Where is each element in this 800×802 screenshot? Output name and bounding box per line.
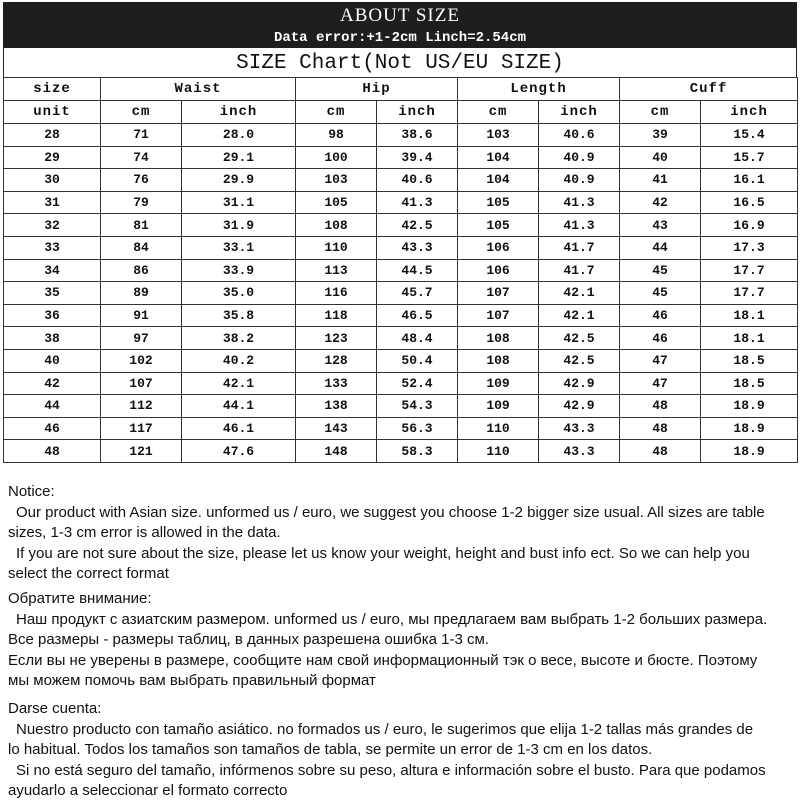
table-cell: 40.2	[182, 349, 296, 372]
data-error-note: Data error:+1-2cm Linch=2.54cm	[3, 27, 797, 48]
table-cell: 103	[458, 124, 539, 147]
table-cell: 108	[458, 349, 539, 372]
table-cell: 54.3	[377, 395, 458, 418]
table-cell: 44	[4, 395, 101, 418]
table-cell: 15.4	[701, 124, 798, 147]
table-cell: 76	[101, 169, 182, 192]
unit-cell: unit	[4, 101, 101, 124]
table-cell: 43.3	[539, 440, 620, 463]
table-cell: 29	[4, 146, 101, 169]
table-cell: 128	[296, 349, 377, 372]
table-cell: 107	[458, 304, 539, 327]
notice-heading: Notice:	[8, 483, 55, 500]
table-cell: 43.3	[377, 236, 458, 259]
notice-line: ayudarlo a seleccionar el formato correcto	[8, 782, 288, 799]
table-cell: 48	[4, 440, 101, 463]
table-cell: 138	[296, 395, 377, 418]
table-cell: 104	[458, 146, 539, 169]
table-cell: 43	[620, 214, 701, 237]
table-cell: 15.7	[701, 146, 798, 169]
header-cuff: Cuff	[620, 78, 798, 101]
table-cell: 18.9	[701, 440, 798, 463]
table-cell: 79	[101, 191, 182, 214]
table-cell: 109	[458, 372, 539, 395]
table-cell: 16.1	[701, 169, 798, 192]
table-row	[4, 372, 798, 395]
table-cell: 46	[4, 417, 101, 440]
table-cell: 39.4	[377, 146, 458, 169]
header-length: Length	[458, 78, 620, 101]
table-cell: 47	[620, 349, 701, 372]
about-size-title: ABOUT SIZE	[3, 2, 797, 28]
table-cell: 18.1	[701, 327, 798, 350]
unit-cell: cm	[296, 101, 377, 124]
table-cell: 43.3	[539, 417, 620, 440]
header-waist: Waist	[101, 78, 296, 101]
table-cell: 105	[458, 214, 539, 237]
table-cell: 16.9	[701, 214, 798, 237]
group-header-row	[4, 78, 798, 101]
table-cell: 28	[4, 124, 101, 147]
table-cell: 46	[620, 327, 701, 350]
table-cell: 41.7	[539, 259, 620, 282]
table-cell: 18.9	[701, 395, 798, 418]
table-cell: 16.5	[701, 191, 798, 214]
table-cell: 48	[620, 395, 701, 418]
table-cell: 35.8	[182, 304, 296, 327]
table-cell: 110	[458, 440, 539, 463]
header-hip: Hip	[296, 78, 458, 101]
table-cell: 44.5	[377, 259, 458, 282]
table-cell: 36	[4, 304, 101, 327]
table-cell: 30	[4, 169, 101, 192]
table-cell: 106	[458, 236, 539, 259]
table-row	[4, 236, 798, 259]
table-row	[4, 304, 798, 327]
table-cell: 42.1	[182, 372, 296, 395]
table-cell: 31	[4, 191, 101, 214]
table-row	[4, 124, 798, 147]
table-cell: 42.9	[539, 395, 620, 418]
unit-cell: inch	[539, 101, 620, 124]
table-cell: 17.3	[701, 236, 798, 259]
unit-cell: cm	[101, 101, 182, 124]
table-cell: 40.6	[539, 124, 620, 147]
table-cell: 110	[458, 417, 539, 440]
table-cell: 40.9	[539, 146, 620, 169]
table-cell: 105	[296, 191, 377, 214]
table-cell: 42	[4, 372, 101, 395]
table-cell: 42.5	[539, 327, 620, 350]
table-cell: 106	[458, 259, 539, 282]
notice-line: Если вы не уверены в размере, сообщите нам свой информационный тэк о весе, высоте и бюсте. Поэтому	[8, 651, 758, 669]
table-cell: 35.0	[182, 282, 296, 305]
table-cell: 117	[101, 417, 182, 440]
table-cell: 102	[101, 349, 182, 372]
table-cell: 29.9	[182, 169, 296, 192]
table-cell: 116	[296, 282, 377, 305]
table-cell: 41.7	[539, 236, 620, 259]
table-cell: 18.9	[701, 417, 798, 440]
table-cell: 47.6	[182, 440, 296, 463]
notice-line: Наш продукт с азиатским размером. unformed us / euro, мы предлагаем вам выбрать 1-2 больших размера.	[16, 610, 768, 628]
table-row	[4, 440, 798, 463]
table-cell: 42.1	[539, 282, 620, 305]
unit-header-row	[4, 101, 798, 124]
table-cell: 105	[458, 191, 539, 214]
notice-line: Si no está seguro del tamaño, infórmenos sobre su peso, altura e información sobre el busto. Para que podamos	[16, 761, 766, 779]
unit-cell: inch	[182, 101, 296, 124]
table-cell: 110	[296, 236, 377, 259]
table-cell: 123	[296, 327, 377, 350]
table-cell: 109	[458, 395, 539, 418]
table-row	[4, 395, 798, 418]
table-cell: 46.5	[377, 304, 458, 327]
table-cell: 34	[4, 259, 101, 282]
table-cell: 107	[101, 372, 182, 395]
table-cell: 38	[4, 327, 101, 350]
table-cell: 48	[620, 440, 701, 463]
table-row	[4, 214, 798, 237]
table-row	[4, 146, 798, 169]
table-cell: 46	[620, 304, 701, 327]
unit-cell: cm	[458, 101, 539, 124]
table-cell: 118	[296, 304, 377, 327]
notice-line: Nuestro producto con tamaño asiático. no formados us / euro, le sugerimos que elija 1-2 tallas más grandes de	[16, 720, 754, 738]
table-cell: 100	[296, 146, 377, 169]
table-cell: 113	[296, 259, 377, 282]
table-cell: 58.3	[377, 440, 458, 463]
table-cell: 47	[620, 372, 701, 395]
table-cell: 28.0	[182, 124, 296, 147]
table-cell: 35	[4, 282, 101, 305]
table-cell: 121	[101, 440, 182, 463]
table-cell: 40.6	[377, 169, 458, 192]
table-cell: 33	[4, 236, 101, 259]
table-cell: 41.3	[539, 191, 620, 214]
table-cell: 17.7	[701, 282, 798, 305]
table-cell: 143	[296, 417, 377, 440]
table-cell: 33.1	[182, 236, 296, 259]
table-cell: 50.4	[377, 349, 458, 372]
table-cell: 108	[296, 214, 377, 237]
notice-line: If you are not sure about the size, please let us know your weight, height and bust info ect. So we can help you	[16, 544, 750, 562]
table-row	[4, 417, 798, 440]
table-cell: 48.4	[377, 327, 458, 350]
table-cell: 45	[620, 282, 701, 305]
table-cell: 39	[620, 124, 701, 147]
table-cell: 84	[101, 236, 182, 259]
table-cell: 38.2	[182, 327, 296, 350]
table-cell: 32	[4, 214, 101, 237]
table-cell: 81	[101, 214, 182, 237]
table-cell: 42.9	[539, 372, 620, 395]
table-cell: 46.1	[182, 417, 296, 440]
table-cell: 38.6	[377, 124, 458, 147]
table-cell: 18.5	[701, 349, 798, 372]
notice-heading: Darse cuenta:	[8, 700, 102, 717]
table-cell: 52.4	[377, 372, 458, 395]
table-cell: 104	[458, 169, 539, 192]
table-cell: 97	[101, 327, 182, 350]
table-cell: 148	[296, 440, 377, 463]
table-row	[4, 259, 798, 282]
table-cell: 18.5	[701, 372, 798, 395]
table-row	[4, 349, 798, 372]
unit-cell: inch	[377, 101, 458, 124]
notice-line: мы можем помочь вам выбрать правильный формат	[8, 672, 376, 689]
table-cell: 71	[101, 124, 182, 147]
notice-line: select the correct format	[8, 565, 169, 582]
table-cell: 41.3	[539, 214, 620, 237]
table-row	[4, 191, 798, 214]
table-cell: 48	[620, 417, 701, 440]
unit-cell: cm	[620, 101, 701, 124]
table-row	[4, 327, 798, 350]
table-cell: 31.9	[182, 214, 296, 237]
size-chart-title: SIZE Chart(Not US/EU SIZE)	[3, 48, 797, 77]
table-cell: 98	[296, 124, 377, 147]
notice-english	[8, 482, 765, 585]
table-cell: 91	[101, 304, 182, 327]
table-cell: 40	[4, 349, 101, 372]
table-cell: 33.9	[182, 259, 296, 282]
table-cell: 40	[620, 146, 701, 169]
notice-heading: Обратите внимание:	[8, 590, 152, 607]
table-cell: 103	[296, 169, 377, 192]
table-cell: 40.9	[539, 169, 620, 192]
table-cell: 41	[620, 169, 701, 192]
notice-russian	[8, 589, 767, 692]
notice-line: Our product with Asian size. unformed us / euro, we suggest you choose 1-2 bigger size usual. All sizes are table	[16, 503, 765, 521]
table-cell: 74	[101, 146, 182, 169]
table-cell: 89	[101, 282, 182, 305]
table-cell: 56.3	[377, 417, 458, 440]
header-size: size	[4, 78, 101, 101]
unit-cell: inch	[701, 101, 798, 124]
table-cell: 18.1	[701, 304, 798, 327]
table-cell: 41.3	[377, 191, 458, 214]
notice-line: sizes, 1-3 cm error is allowed in the data.	[8, 524, 281, 541]
table-cell: 86	[101, 259, 182, 282]
table-cell: 17.7	[701, 259, 798, 282]
notice-spanish	[8, 699, 766, 802]
table-row	[4, 282, 798, 305]
table-cell: 107	[458, 282, 539, 305]
notice-line: lo habitual. Todos los tamaños son tamaños de tabla, se permite un error de 1-3 cm en los datos.	[8, 741, 653, 758]
table-cell: 133	[296, 372, 377, 395]
table-cell: 108	[458, 327, 539, 350]
table-cell: 42.5	[539, 349, 620, 372]
notice-line: Все размеры - размеры таблиц, в данных разрешена ошибка 1-3 см.	[8, 631, 489, 648]
table-cell: 45.7	[377, 282, 458, 305]
table-cell: 45	[620, 259, 701, 282]
table-cell: 44.1	[182, 395, 296, 418]
table-cell: 42.5	[377, 214, 458, 237]
table-cell: 31.1	[182, 191, 296, 214]
table-row	[4, 169, 798, 192]
table-cell: 44	[620, 236, 701, 259]
table-cell: 42	[620, 191, 701, 214]
table-cell: 42.1	[539, 304, 620, 327]
table-cell: 29.1	[182, 146, 296, 169]
table-cell: 112	[101, 395, 182, 418]
size-chart-table	[3, 77, 798, 463]
